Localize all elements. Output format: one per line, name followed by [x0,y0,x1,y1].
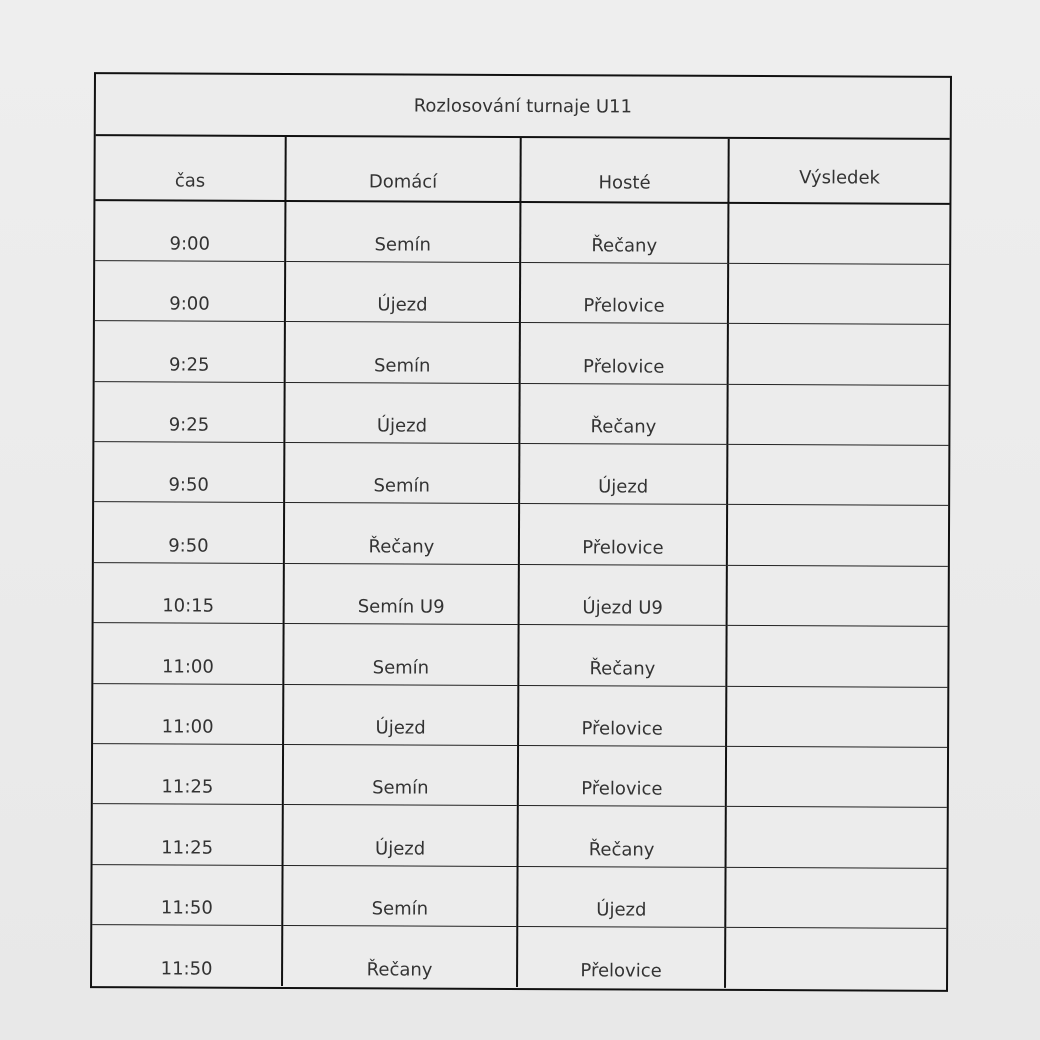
table-row [93,744,947,808]
cell-home: Semín [283,744,518,805]
cell-result [725,928,946,989]
table-row [94,562,948,626]
cell-away: Řečany [520,202,728,263]
cell-away: Újezd [517,866,725,927]
cell-home: Újezd [284,382,519,443]
cell-time: 11:00 [93,683,283,744]
column-header-away: Hosté [520,138,728,203]
cell-away: Přelovice [518,685,726,746]
cell-home: Semín U9 [284,563,519,624]
table-row [94,381,948,445]
cell-home: Řečany [284,503,519,564]
cell-time: 11:50 [92,925,282,986]
table-row [93,804,947,868]
cell-result [726,686,947,747]
cell-home: Řečany [282,926,517,987]
cell-result [727,565,948,626]
table-title: Rozlosování turnaje U11 [96,74,950,140]
cell-home: Újezd [285,261,520,322]
cell-result [726,626,947,687]
cell-time: 10:15 [94,562,284,623]
table-row [93,623,947,687]
cell-result [727,505,948,566]
cell-away: Přelovice [517,927,725,988]
schedule-sheet [90,72,952,992]
cell-time: 9:50 [94,502,284,563]
cell-away: Přelovice [520,262,728,323]
column-header-result: Výsledek [728,139,949,204]
cell-result [727,444,948,505]
table-row [94,502,948,566]
column-header-time: čas [95,136,285,201]
cell-time: 11:00 [93,623,283,684]
cell-result [728,324,949,385]
cell-time: 9:00 [95,261,285,322]
table-row [92,925,946,989]
cell-home: Semín [282,865,517,926]
cell-away: Přelovice [518,746,726,807]
table-row [94,442,948,506]
cell-time: 9:50 [94,442,284,503]
cell-time: 9:25 [94,381,284,442]
column-header-home: Domácí [285,137,520,202]
table-row [92,864,946,928]
cell-home: Semín [283,624,518,685]
cell-away: Přelovice [520,323,728,384]
cell-home: Újezd [283,805,518,866]
cell-away: Řečany [519,383,727,444]
cell-result [727,384,948,445]
table-row [95,321,949,385]
cell-time: 11:25 [93,744,283,805]
table-row [93,683,947,747]
cell-home: Semín [284,443,519,504]
cell-time: 9:00 [95,200,285,261]
cell-away: Újezd U9 [519,564,727,625]
cell-time: 11:25 [93,804,283,865]
cell-result [728,263,949,324]
cell-result [728,203,949,264]
header-row [95,136,949,204]
cell-result [726,746,947,807]
cell-home: Semín [285,322,520,383]
cell-away: Řečany [518,625,726,686]
cell-away: Řečany [518,806,726,867]
cell-home: Semín [285,201,520,262]
table-row [95,261,949,325]
cell-time: 9:25 [95,321,285,382]
schedule-table [92,136,950,989]
cell-away: Újezd [519,444,727,505]
cell-result [725,867,946,928]
cell-home: Újezd [283,684,518,745]
cell-time: 11:50 [92,864,282,925]
table-row [95,200,949,264]
cell-result [726,807,947,868]
cell-away: Přelovice [519,504,727,565]
